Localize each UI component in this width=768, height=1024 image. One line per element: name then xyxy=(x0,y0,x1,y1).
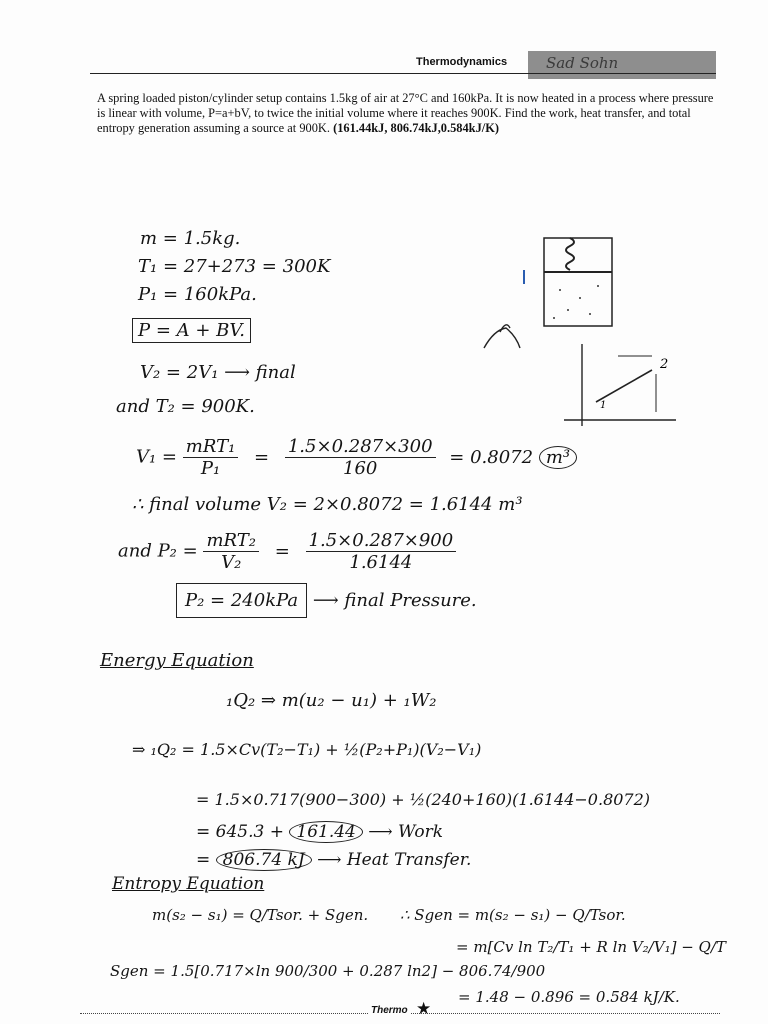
energy-line-4-equals: = xyxy=(196,850,211,870)
p2-numerator-values: 1.5×0.287×900 xyxy=(306,530,457,552)
p2-calculation xyxy=(118,530,456,573)
gas-dots xyxy=(553,285,599,319)
p2-denominator-values: 1.6144 xyxy=(349,552,413,573)
energy-line-4 xyxy=(196,850,471,870)
energy-line-1: ⇒ ₁Q₂ = 1.5×Cv(T₂−T₁) + ½(P₂+P₁)(V₂−V₁) xyxy=(132,740,482,759)
header-title: Thermodynamics xyxy=(416,56,508,68)
v1-numerator: mRT₁ xyxy=(183,436,239,458)
p2-note: ⟶ final Pressure. xyxy=(312,590,477,611)
work-value: 161.44 xyxy=(289,821,362,843)
p2-fraction xyxy=(203,530,259,573)
energy-line-2: = 1.5×0.717(900−300) + ½(240+160)(1.6144−0.8072) xyxy=(196,790,651,809)
problem-answers: (161.44kJ, 806.74kJ,0.584kJ/K) xyxy=(333,121,499,135)
piston-cylinder-sketch xyxy=(480,228,620,358)
given-t1: T₁ = 27+273 = 300K xyxy=(138,256,331,277)
header-rule xyxy=(90,73,716,74)
p2-fraction-values xyxy=(306,530,457,573)
v1-calculation xyxy=(136,436,577,479)
footer-label: Thermo xyxy=(368,1005,411,1016)
p2-denominator: V₂ xyxy=(221,552,242,573)
v1-denominator: P₁ xyxy=(200,458,221,479)
v1-result: = 0.8072 xyxy=(449,446,534,468)
v1-unit: m³ xyxy=(539,446,577,469)
header-handwriting: Sad Sohn xyxy=(546,54,619,72)
footer-star-icon: ★ xyxy=(416,999,432,1018)
problem-text: A spring loaded piston/cylinder setup contains 1.5kg of air at 27°C and 160kPa. It is now heated in a process where pressure is linear with volume, P=a+bV, to twice the initial volume where it reaches 900K. Find the work, heat transfer, and total entropy generation assuming a source at 900K. xyxy=(97,91,714,135)
heat-transfer-label: ⟶ Heat Transfer. xyxy=(317,850,472,870)
v1-fraction-values xyxy=(285,436,436,479)
given-mass: m = 1.5kg. xyxy=(140,228,241,249)
process-line xyxy=(596,370,652,402)
entropy-sgen-expanded: = m[Cv ln T₂/T₁ + R ln V₂/V₁] − Q/T xyxy=(456,938,726,956)
heat-transfer-value: 806.74 kJ xyxy=(216,849,312,871)
energy-heading: Energy Equation xyxy=(100,650,254,671)
equals-sign: = xyxy=(274,540,290,562)
work-label: ⟶ Work xyxy=(368,822,444,842)
equals-sign: = xyxy=(254,446,270,468)
energy-equation: ₁Q₂ ⇒ m(u₂ − u₁) + ₁W₂ xyxy=(226,690,437,711)
state-2-label: 2 xyxy=(660,357,669,372)
p2-result-row xyxy=(176,590,477,611)
pressure-law: P = A + BV. xyxy=(132,318,251,343)
entropy-balance: m(s₂ − s₁) = Q/Tsor. + Sgen. xyxy=(152,906,369,924)
flame xyxy=(484,328,520,348)
problem-statement xyxy=(97,91,723,136)
v1-denominator-values: 160 xyxy=(343,458,378,479)
p2-lhs: and P₂ = xyxy=(118,540,198,562)
energy-line-3 xyxy=(196,822,443,842)
energy-line-3-sum: = 645.3 + xyxy=(196,822,284,842)
given-t2: and T₂ = 900K. xyxy=(116,396,255,417)
pressure-law-box xyxy=(132,320,251,341)
given-p1: P₁ = 160kPa. xyxy=(138,284,257,305)
v1-numerator-values: 1.5×0.287×300 xyxy=(285,436,436,458)
p2-result: P₂ = 240kPa xyxy=(176,583,307,618)
entropy-heading: Entropy Equation xyxy=(112,874,265,894)
entropy-result: = 1.48 − 0.896 = 0.584 kJ/K. xyxy=(458,988,680,1006)
pv-diagram-sketch xyxy=(560,340,680,430)
given-v2: V₂ = 2V₁ ⟶ final xyxy=(140,362,296,383)
v1-fraction xyxy=(183,436,239,479)
v1-lhs: V₁ = xyxy=(136,446,178,468)
cylinder-outline xyxy=(544,238,612,326)
entropy-sgen-definition: ∴ Sgen = m(s₂ − s₁) − Q/Tsor. xyxy=(400,906,626,924)
spring xyxy=(566,238,574,270)
state-1-label: 1 xyxy=(600,400,607,411)
p2-numerator: mRT₂ xyxy=(203,530,259,552)
entropy-substitution: Sgen = 1.5[0.717×ln 900/300 + 0.287 ln2] − 806.74/900 xyxy=(110,962,546,980)
final-volume: ∴ final volume V₂ = 2×0.8072 = 1.6144 m³ xyxy=(132,494,523,515)
